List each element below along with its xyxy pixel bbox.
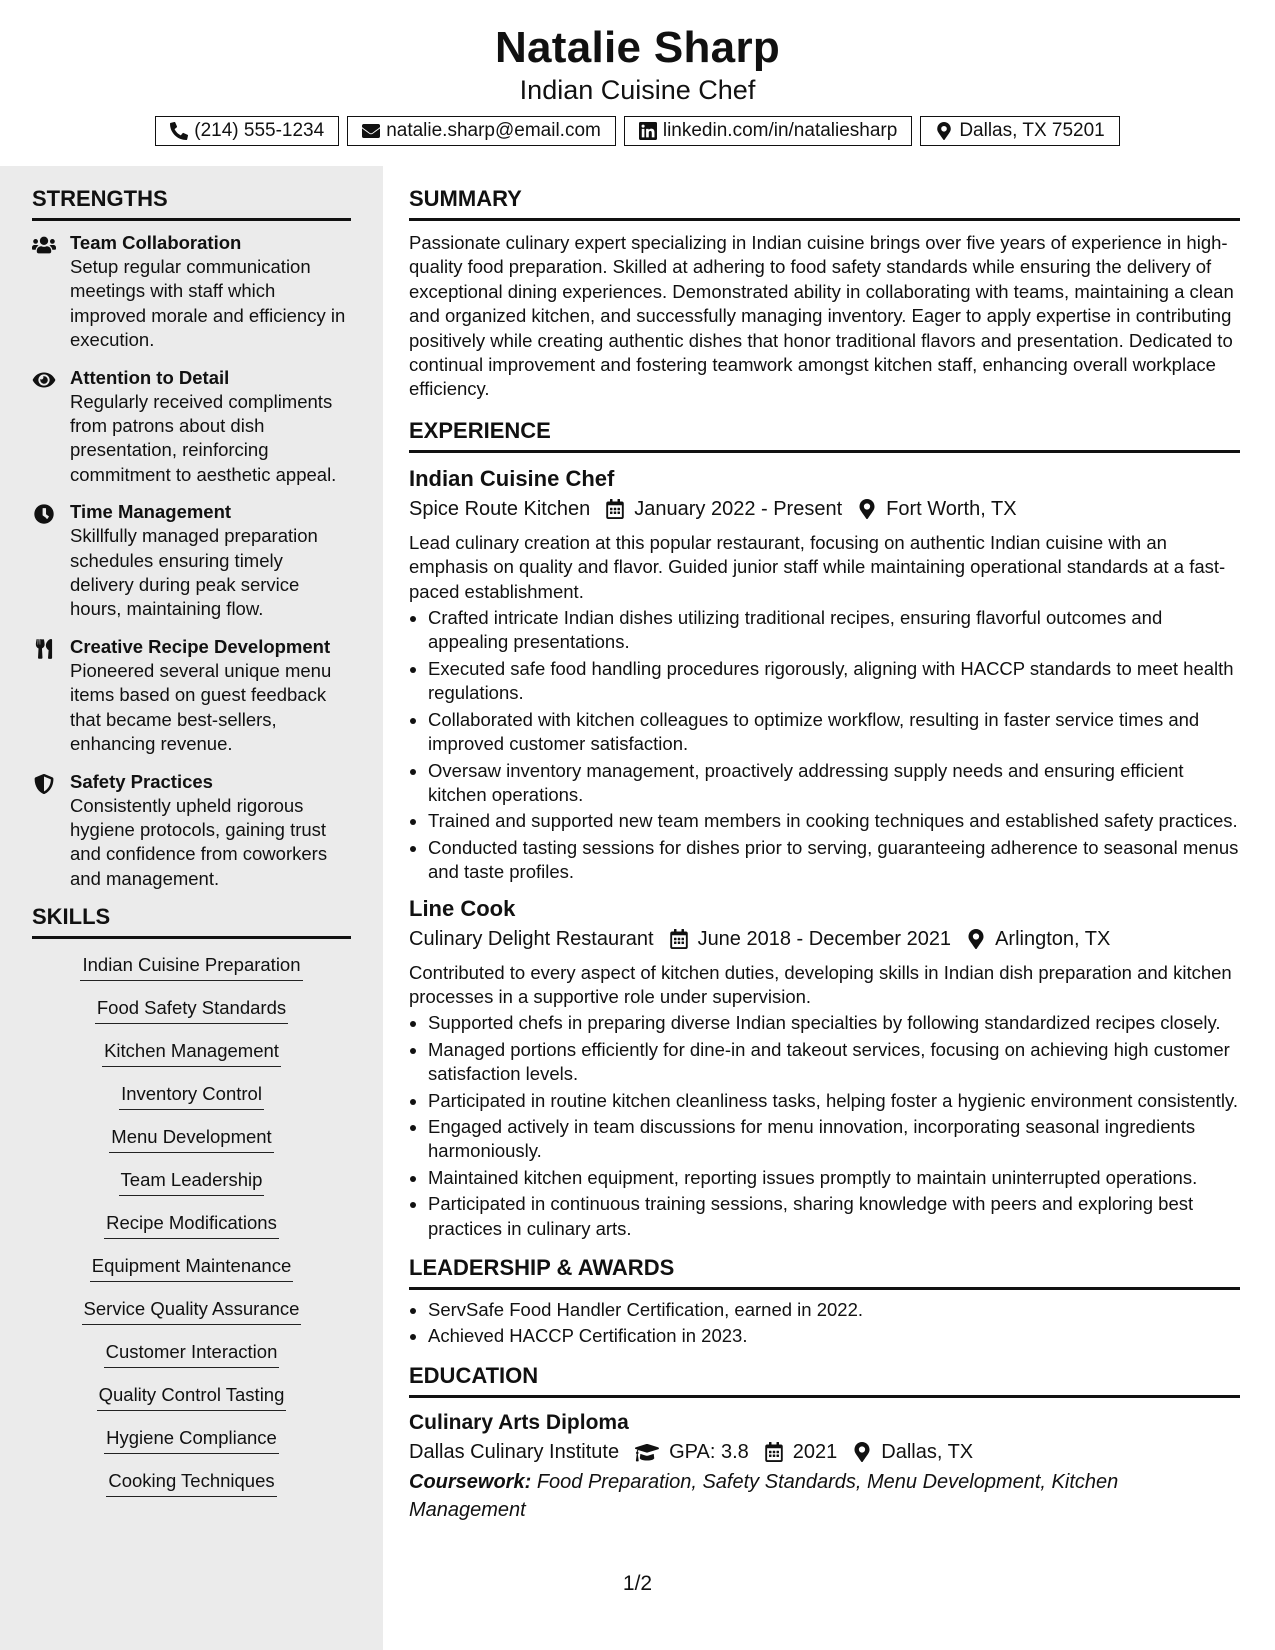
strength-title: Safety Practices — [70, 770, 213, 792]
skill-item: Hygiene Compliance — [104, 1426, 279, 1454]
map-pin-icon — [935, 122, 953, 140]
strength-item — [32, 366, 351, 488]
job-meta — [409, 925, 1240, 953]
job-entry — [409, 895, 1240, 1241]
strength-item — [32, 770, 351, 892]
job-title: Line Cook — [409, 895, 516, 921]
strength-item — [32, 231, 351, 353]
job-bullet: • Engaged actively in team discussions for menu innovation, incorporating seasonal ingredients harmoniously. — [428, 1115, 1240, 1164]
education-meta — [409, 1438, 1240, 1466]
contact-bar — [0, 116, 1275, 146]
job-bullet: • Oversaw inventory management, proactively addressing supply needs and ensuring efficient kitchen operations. — [428, 759, 1240, 808]
education-location: Dallas, TX — [881, 1440, 974, 1463]
coursework — [409, 1468, 1240, 1524]
skill-item: Kitchen Management — [102, 1039, 281, 1067]
job-title: Indian Cuisine Chef — [409, 465, 615, 491]
strength-title: Creative Recipe Development — [70, 635, 331, 657]
graduation-cap-icon — [635, 1442, 659, 1462]
envelope-icon — [362, 122, 380, 140]
calendar-icon — [670, 929, 688, 949]
job-dates: January 2022 - Present — [634, 497, 843, 520]
education-heading: EDUCATION — [409, 1363, 1240, 1398]
job-bullet: • Participated in routine kitchen cleanliness tasks, helping foster a hygienic environment consistently. — [428, 1089, 1240, 1113]
contact-linkedin-text: linkedin.com/in/nataliesharp — [662, 120, 898, 141]
strengths-list — [32, 231, 351, 891]
contact-linkedin[interactable] — [624, 116, 912, 146]
linkedin-icon — [639, 122, 657, 140]
contact-location[interactable] — [920, 116, 1119, 146]
contact-phone-text: (214) 555-1234 — [194, 120, 325, 141]
utensils-icon — [32, 639, 56, 659]
contact-phone[interactable] — [155, 116, 339, 146]
degree-title: Culinary Arts Diploma — [409, 1410, 629, 1434]
job-bullet: • Conducted tasting sessions for dishes prior to serving, guaranteeing adherence to seasonal menus and taste profiles. — [428, 836, 1240, 885]
skill-item: Food Safety Standards — [95, 996, 288, 1024]
skill-item: Menu Development — [109, 1125, 273, 1153]
job-company: Culinary Delight Restaurant — [409, 927, 654, 950]
job-location: Arlington, TX — [995, 927, 1111, 950]
job-bullet: • Managed portions efficiently for dine-in and takeout services, focusing on achieving high customer satisfaction levels. — [428, 1038, 1240, 1087]
job-dates: June 2018 - December 2021 — [697, 927, 952, 950]
strength-title: Team Collaboration — [70, 232, 242, 253]
strength-desc: Pioneered several unique menu items based on guest feedback that became best-sellers, enhancing revenue. — [70, 659, 332, 755]
skills-heading: SKILLS — [32, 904, 351, 939]
skill-item: Cooking Techniques — [106, 1469, 276, 1497]
strength-item — [32, 500, 351, 622]
strengths-heading: STRENGTHS — [32, 186, 351, 221]
award-item: • Achieved HACCP Certification in 2023. — [428, 1324, 1240, 1348]
calendar-icon — [606, 499, 624, 519]
skills-list — [0, 953, 383, 1512]
users-icon — [32, 235, 56, 255]
job-meta — [409, 495, 1240, 523]
candidate-name: Natalie Sharp — [494, 23, 781, 72]
eye-icon — [32, 370, 56, 390]
sidebar — [0, 166, 383, 1650]
resume-header — [0, 0, 1275, 146]
summary-text: Passionate culinary expert specializing in Indian cuisine brings over five years of experience in high-quality food preparation. Skilled at adhering to food safety standards while ensuring the delivery of exceptional dining experiences. Demonstrated ability in collaborating with teams, maintaining a clean and organized kitchen, and successfully managing inventory. Eager to apply expertise in contributing positively while creating authentic dishes that honor traditional flavors and presentation. Dedicated to continual improvement and fostering teamwork amongst kitchen staff, enhancing overall workplace efficiency. — [409, 232, 1234, 400]
job-bullets — [409, 606, 1240, 884]
strength-desc: Skillfully managed preparation schedules ensuring timely delivery during peak service hours, maintaining flow. — [70, 525, 318, 620]
graduation-year: 2021 — [792, 1440, 838, 1463]
awards-heading: LEADERSHIP & AWARDS — [409, 1255, 1240, 1290]
strength-desc: Setup regular communication meetings with staff which improved morale and efficiency in execution. — [70, 256, 346, 351]
job-bullet: • Maintained kitchen equipment, reporting issues promptly to maintain uninterrupted operations. — [428, 1166, 1240, 1190]
job-description: Contributed to every aspect of kitchen duties, developing skills in Indian dish preparation and kitchen processes in a supportive role under supervision. — [409, 961, 1232, 1007]
strength-item — [32, 635, 351, 757]
coursework-label: Coursework: — [409, 1470, 532, 1493]
strength-title: Attention to Detail — [70, 366, 230, 388]
job-entry — [409, 465, 1240, 885]
strength-desc: Consistently upheld rigorous hygiene protocols, gaining trust and confidence from coworkers and management. — [70, 794, 328, 889]
skill-item: Indian Cuisine Preparation — [80, 953, 302, 981]
job-description: Lead culinary creation at this popular restaurant, focusing on authentic Indian cuisine with an emphasis on quality and flavor. Guided junior staff while maintaining operational standards at a fast-paced establishment. — [409, 531, 1226, 602]
summary-heading: SUMMARY — [409, 186, 1240, 221]
strength-title: Time Management — [70, 501, 232, 523]
job-bullet: • Trained and supported new team members in cooking techniques and established safety practices. — [428, 809, 1240, 833]
clock-icon — [32, 504, 56, 524]
job-location: Fort Worth, TX — [886, 497, 1017, 520]
job-bullet: • Crafted intricate Indian dishes utilizing traditional recipes, ensuring flavorful outcomes and appealing presentations. — [428, 606, 1240, 655]
calendar-icon — [765, 1442, 783, 1462]
map-pin-icon — [853, 1442, 871, 1462]
job-bullet: • Participated in continuous training sessions, sharing knowledge with peers and exploring best practices in culinary arts. — [428, 1192, 1240, 1241]
coursework-text: Food Preparation, Safety Standards, Menu Development, Kitchen Management — [409, 1470, 1119, 1521]
job-bullet: • Collaborated with kitchen colleagues to optimize workflow, resulting in faster service times and improved customer satisfaction. — [428, 708, 1240, 757]
contact-email-text: natalie.sharp@email.com — [386, 120, 601, 141]
job-bullet: • Executed safe food handling procedures rigorously, aligning with HACCP standards to meet health regulations. — [428, 657, 1240, 706]
skill-item: Inventory Control — [119, 1082, 264, 1110]
map-pin-icon — [967, 929, 985, 949]
job-bullets — [409, 1011, 1240, 1241]
school-name: Dallas Culinary Institute — [409, 1440, 620, 1463]
contact-location-text: Dallas, TX 75201 — [959, 120, 1105, 141]
skill-item: Customer Interaction — [104, 1340, 280, 1368]
map-pin-icon — [858, 499, 876, 519]
strength-desc: Regularly received compliments from patrons about dish presentation, reinforcing commitment to aesthetic appeal. — [70, 390, 337, 485]
awards-list — [409, 1298, 1240, 1349]
candidate-title: Indian Cuisine Chef — [519, 75, 756, 105]
job-company: Spice Route Kitchen — [409, 497, 591, 520]
skill-item: Equipment Maintenance — [90, 1254, 294, 1282]
job-bullet: • Supported chefs in preparing diverse Indian specialties by following standardized recipes closely. — [428, 1011, 1240, 1035]
skill-item: Team Leadership — [119, 1168, 265, 1196]
gpa: GPA: 3.8 — [669, 1440, 749, 1463]
shield-icon — [32, 774, 56, 794]
page-number: 1/2 — [622, 1572, 653, 1595]
skill-item: Quality Control Tasting — [97, 1383, 287, 1411]
main-content — [409, 166, 1240, 1524]
contact-email[interactable] — [347, 116, 616, 146]
award-item: • ServSafe Food Handler Certification, earned in 2022. — [428, 1298, 1240, 1322]
skill-item: Service Quality Assurance — [82, 1297, 302, 1325]
experience-heading: EXPERIENCE — [409, 418, 1240, 453]
phone-icon — [170, 122, 188, 140]
skill-item: Recipe Modifications — [104, 1211, 279, 1239]
